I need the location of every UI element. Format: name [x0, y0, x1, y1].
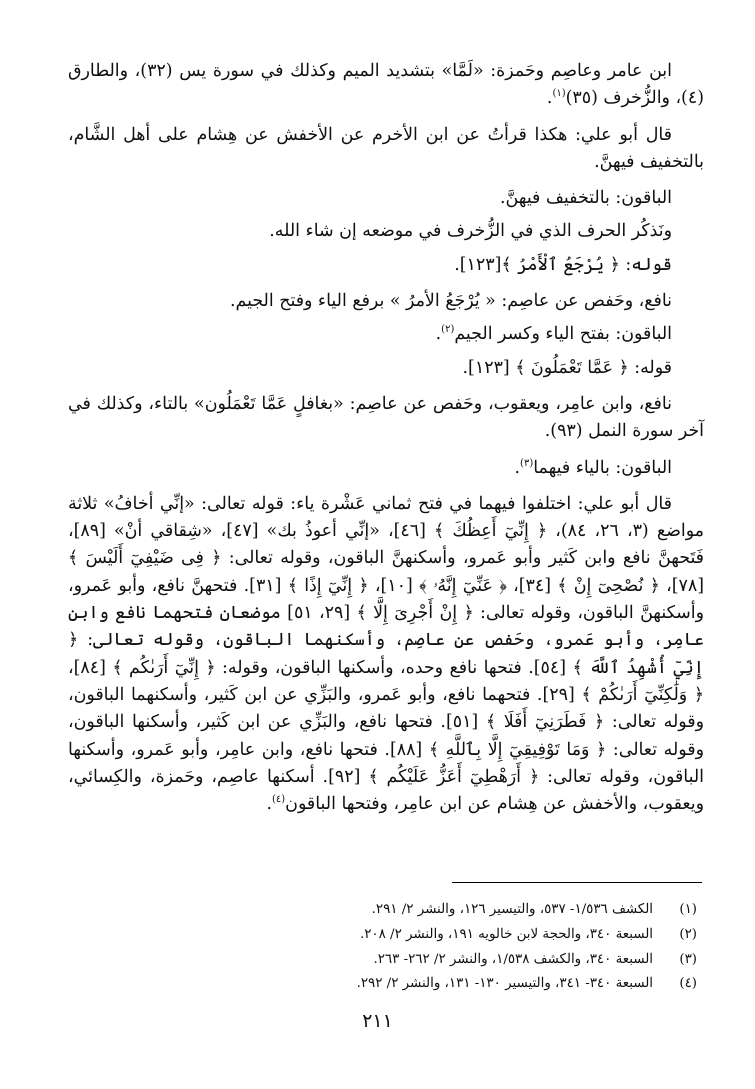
paragraph-4: ونَذكُر الحرف الذي في الزُّخرف في موضعه إن شاء الله. — [269, 221, 672, 242]
paragraph-7: الباقون: بفتح الياء وكسر الجيم$^{(٢)}$. — [435, 324, 672, 345]
footnote-text: السبعة ٣٤٠، والحجة لابن خالويه ١٩١، والنشر ٢/ ٢٠٨. — [359, 926, 653, 942]
footnote-1 — [137, 898, 697, 923]
footnote-marker: (٢) — [441, 324, 455, 336]
footnote-marker: (٣) — [520, 457, 534, 469]
paragraph-8: قوله: ﴿ عَمَّا تَعْمَلُونَ ﴾ [١٢٣]. — [462, 357, 672, 378]
footnotes — [137, 898, 697, 997]
footnote-number: (٣) — [679, 951, 697, 967]
paragraph-1: ابن عامر وعاصِم وحَمزة: «لَمَّا» بتشديد الميم وكذلك في سورة يس (٣٢)، والطارق (٤)، والزُّخرف (٣٥)$^{(١)}$. — [68, 61, 704, 109]
paragraph-11: قال أبو علي: اختلفوا فيهما في فتح ثماني عَشْرة ياء: قوله تعالى: «إنِّي أخافُ» ثلاثة مواضع (٣، ٢٦، ٨٤)، ﴿ إِنِّيٓ أَعِظُكَ ﴾ [٤٦]، «إنِّي أعوذُ بك» [٤٧]، «شِقاقي أنْ» [٨٩]، فَتَحهنَّ نافع وابن كَثير وأبو عَمرو، وأسكنهنَّ الباقون، وقوله تعالى: ﴿ فِى ضَيْفِيٓ أَلَيْسَ ﴾ [٧٨]، ﴿ نُصْحِىٓ إِنْ ﴾ [٣٤]، ﴿ عَنِّيٓ إِنَّهُۥ ﴾ [١٠]، ﴿ إِنِّيٓ إِذًا ﴾ [٣١]. فتحهنَّ نافع، وأبو عَمرو، وأسكنهنَّ الباقون، وقوله تعالى: ﴿ إِنْ أَجْرِىَ إِلَّا ﴾ [٢٩، ٥١] موضعان فتحهما نافع وابن عامِر، وأبو عَمرو، وحَفص عن عاصِم، وأسكنهما الباقون، وقوله تعالى: ﴿ إِنِّيٓ أُشْهِدُ ٱللَّهَ ﴾ [٥٤]. فتحها نافع وحده، وأسكنها الباقون، وقوله: ﴿ إِنِّيٓ أَرَىٰكُم ﴾ [٨٤]، ﴿ وَلَٰكِنِّيٓ أَرَىٰكُمْ ﴾ [٢٩]. فتحهما نافع، وأبو عَمرو، والبَزِّي عن ابن كَثير، وأسكنهما الباقون، وقوله تعالى: ﴿ فَطَرَنِيٓ أَفَلَا ﴾ [٥١]. فتحها نافع، والبَزِّي عن ابن كَثير، وأسكنها الباقون، وقوله تعالى: ﴿ وَمَا تَوْفِيقِيٓ إِلَّا بِٱللَّهِ ﴾ [٨٨]. فتحها نافع، وابن عامِر، وأبو عَمرو، وأسكنها الباقون، وقوله تعالى: ﴿ أَرَهْطِيٓ أَعَزُّ عَلَيْكُم ﴾ [٩٢]. أسكنها عاصِم، وحَمزة، والكِسائي، ويعقوب، والأخفش عن هِشام عن ابن عامِر، وفتحها الباقون$^{(٤)}$. — [68, 493, 704, 815]
footnote-3 — [137, 948, 697, 973]
paragraph-6: نافع، وحَفص عن عاصِم: « يُرْجَعُ الأمرُ » برفع الياء وفتح الجيم. — [229, 291, 672, 312]
footnote-number: (٢) — [679, 926, 697, 942]
footnote-marker: (١) — [552, 88, 566, 100]
footnote-number: (١) — [679, 902, 697, 917]
footnote-text: الكشف ١/٥٣٦- ٥٣٧، والتيسير ١٢٦، والنشر ٢/ ٢٩١. — [371, 902, 653, 917]
footnote-text: السبعة ٣٤٠- ٣٤١، والتيسير ١٣٠- ١٣١، والنشر ٢/ ٢٩٢. — [356, 976, 653, 992]
paragraph-9: نافع، وابن عامِر، ويعقوب، وحَفص عن عاصِم: «بغافلٍ عَمَّا تَعْمَلُون» بالتاء، وكذلك في آخر سورة النمل (٩٣). — [68, 393, 704, 442]
footnote-divider — [452, 882, 702, 883]
footnote-text: السبعة ٣٤٠، والكشف ١/٥٣٨، والنشر ٢/ ٢٦٢- ٢٦٣. — [373, 951, 653, 967]
paragraph-3: الباقون: بالتخفيف فيهنَّ. — [500, 188, 672, 209]
footnote-number: (٤) — [679, 976, 697, 992]
paragraph-5: قوله: ﴿ يُرْجَعُ ٱلْأَمْرُ ﴾[١٢٣]. — [454, 254, 672, 275]
page-number: ٢١١ — [362, 1010, 393, 1032]
paragraph-10: الباقون: بالياء فيهما$^{(٣)}$. — [514, 457, 672, 478]
main-text — [68, 58, 704, 818]
footnote-2 — [137, 923, 697, 948]
footnote-4 — [137, 972, 697, 997]
paragraph-2: قال أبو علي: هكذا قرأتُ عن ابن الأخرم عن الأخفش عن هِشام على أهل الشَّام، بالتخفيف فيهنَّ. — [68, 124, 704, 172]
footnote-marker: (٤) — [271, 794, 286, 806]
